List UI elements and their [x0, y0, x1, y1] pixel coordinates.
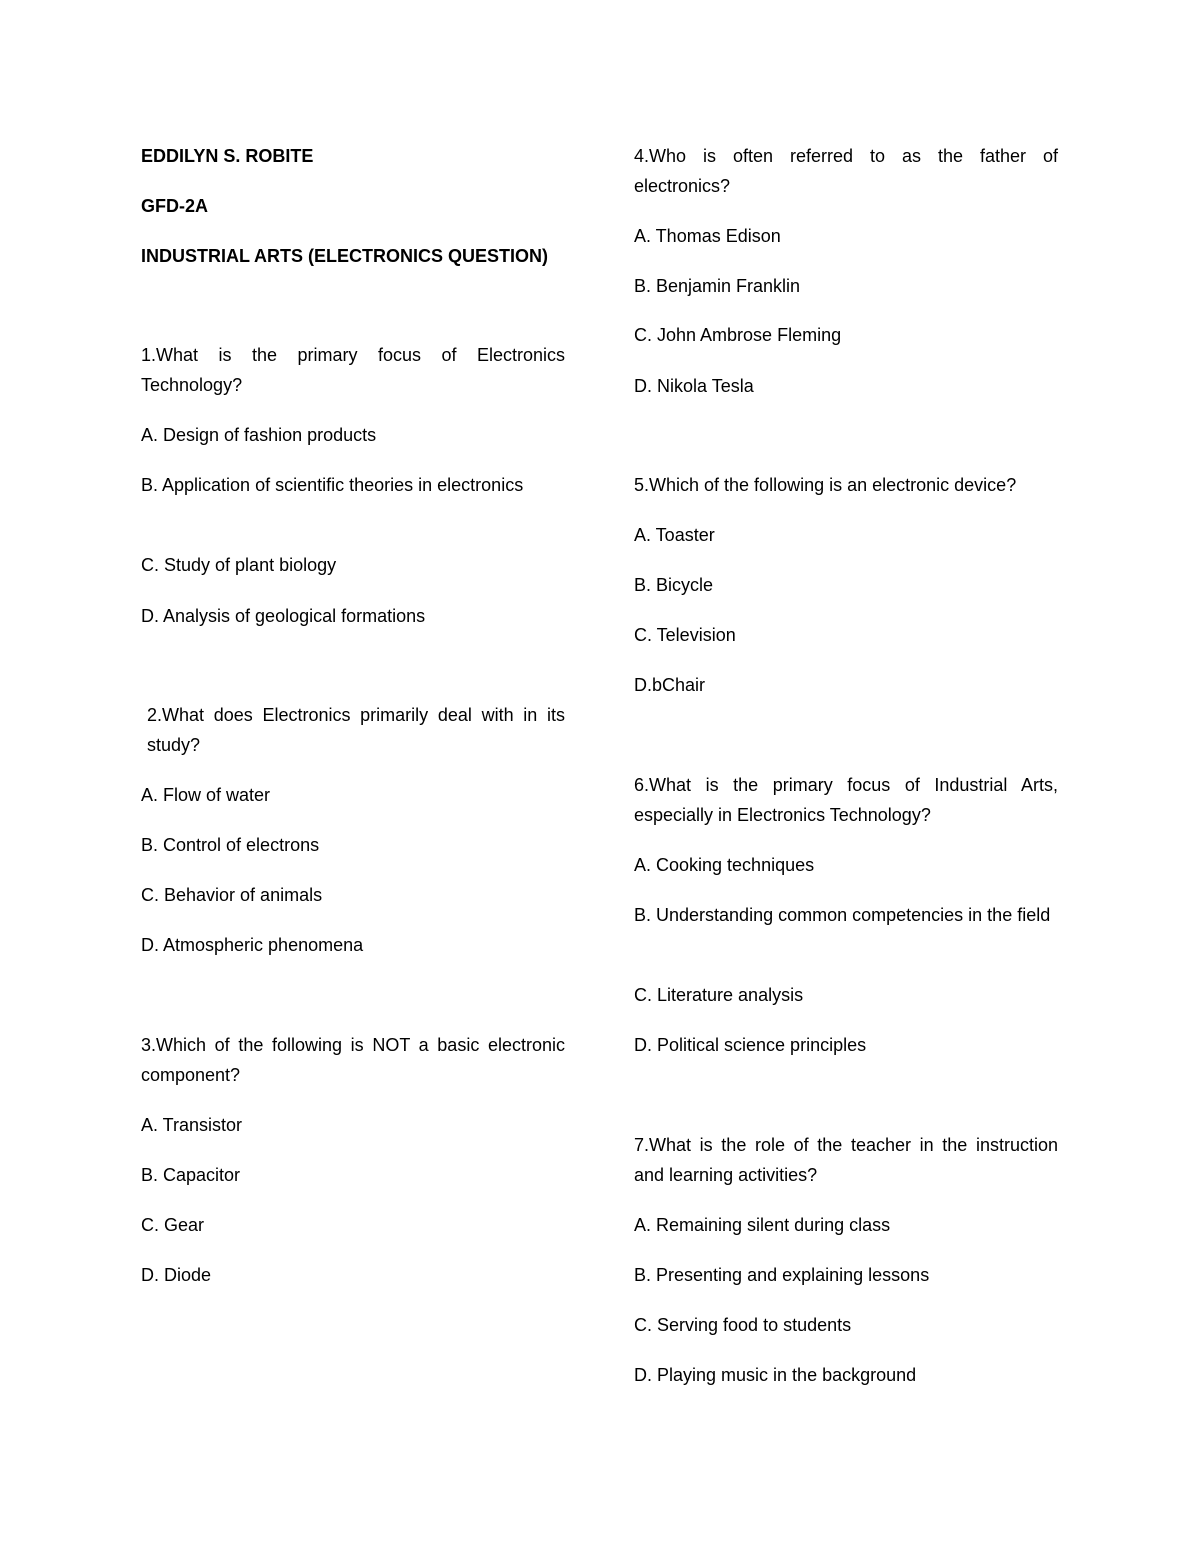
question-3-text: 3.Which of the following is NOT a basic electronic component? — [141, 1035, 565, 1085]
q2-option-c: C. Behavior of animals — [141, 885, 323, 905]
q4-option-c: C. John Ambrose Fleming — [634, 325, 842, 345]
q7-option-d: D. Playing music in the background — [634, 1365, 917, 1385]
q1-option-b: B. Application of scientific theories in electronics — [141, 475, 524, 495]
q3-option-b: B. Capacitor — [141, 1165, 241, 1185]
subject-title: INDUSTRIAL ARTS (ELECTRONICS QUESTION) — [141, 246, 549, 266]
q4-option-d: D. Nikola Tesla — [634, 376, 754, 396]
q2-option-d: D. Atmospheric phenomena — [141, 935, 364, 955]
question-6-text: 6.What is the primary focus of Industrial Arts, especially in Electronics Technology? — [634, 775, 1058, 825]
q6-option-d: D. Political science principles — [634, 1035, 867, 1055]
question-7-text: 7.What is the role of the teacher in the instruction and learning activities? — [634, 1135, 1058, 1185]
q7-option-b: B. Presenting and explaining lessons — [634, 1265, 930, 1285]
q7-option-c: C. Serving food to students — [634, 1315, 852, 1335]
q3-option-a: A. Transistor — [141, 1115, 243, 1135]
question-2-text: 2.What does Electronics primarily deal with in its study? — [147, 705, 565, 755]
q3-option-d: D. Diode — [141, 1265, 212, 1285]
question-1-text: 1.What is the primary focus of Electronics Technology? — [141, 345, 565, 395]
q2-option-b: B. Control of electrons — [141, 835, 320, 855]
q5-option-d: D.bChair — [634, 675, 706, 695]
q6-option-b: B. Understanding common competencies in the field — [634, 905, 1051, 925]
q4-option-a: A. Thomas Edison — [634, 226, 781, 246]
q4-option-b: B. Benjamin Franklin — [634, 276, 801, 296]
question-5-text: 5.Which of the following is an electronic device? — [634, 475, 1017, 495]
q1-option-a: A. Design of fashion products — [141, 425, 377, 445]
q5-option-a: A. Toaster — [634, 525, 715, 545]
q5-option-c: C. Television — [634, 625, 736, 645]
section-label: GFD-2A — [141, 196, 208, 216]
q7-option-a: A. Remaining silent during class — [634, 1215, 891, 1235]
question-4-text: 4.Who is often referred to as the father of electronics? — [634, 146, 1058, 196]
q2-option-a: A. Flow of water — [141, 785, 271, 805]
q1-option-c: C. Study of plant biology — [141, 555, 337, 575]
q6-option-a: A. Cooking techniques — [634, 855, 815, 875]
student-name: EDDILYN S. ROBITE — [141, 146, 314, 166]
q1-option-d: D. Analysis of geological formations — [141, 606, 426, 626]
q6-option-c: C. Literature analysis — [634, 985, 804, 1005]
q5-option-b: B. Bicycle — [634, 575, 714, 595]
q3-option-c: C. Gear — [141, 1215, 205, 1235]
